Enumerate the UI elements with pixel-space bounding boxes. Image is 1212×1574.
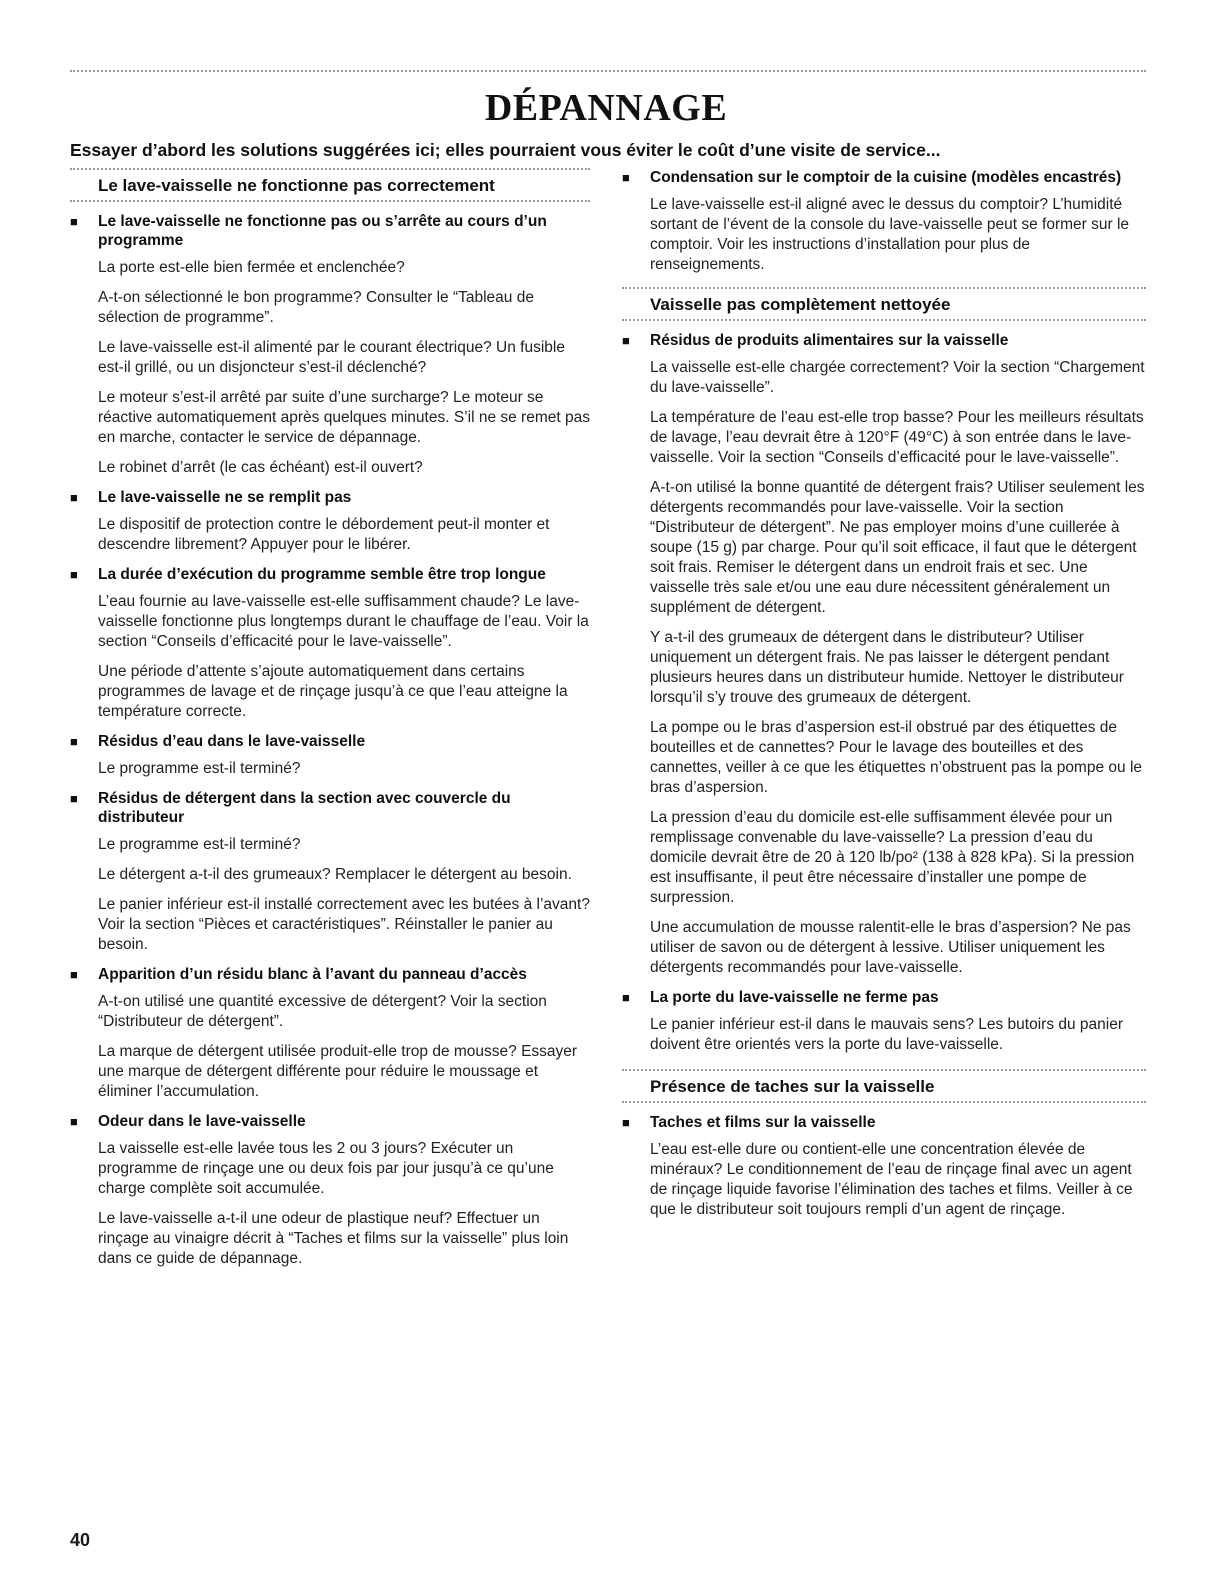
problem-text: La durée d’exécution du programme semble être trop longue <box>98 566 546 583</box>
section-divider <box>70 200 590 202</box>
troubleshoot-item <box>70 732 590 779</box>
problem-heading <box>622 1113 1146 1132</box>
right-column <box>622 168 1146 1230</box>
solution-paragraph: Le panier inférieur est-il installé correctement avec les butées à l’avant? Voir la section “Pièces et caractéristiques”. Réinstaller le panier au besoin. <box>98 896 590 953</box>
troubleshoot-item <box>70 565 590 722</box>
square-bullet-icon: ■ <box>622 990 630 1005</box>
section-header-not-working <box>70 168 590 202</box>
section-title: Vaisselle pas complètement nettoyée <box>650 295 951 314</box>
problem-text: Odeur dans le lave-vaisselle <box>98 1113 306 1130</box>
problem-heading <box>622 168 1146 187</box>
problem-heading <box>70 565 590 584</box>
troubleshoot-item <box>70 789 590 955</box>
section-title: Le lave-vaisselle ne fonctionne pas correctement <box>98 176 495 195</box>
page-number: 40 <box>70 1530 91 1550</box>
solution-paragraph: Y a-t-il des grumeaux de détergent dans le distributeur? Utiliser uniquement un détergent frais. Ne pas laisser le détergent pendant plusieurs heures dans un distributeur humide. Nettoyer le distributeur lorsqu’il s’y trouve des grumeaux de détergent. <box>650 629 1124 706</box>
problem-heading <box>70 965 590 984</box>
square-bullet-icon: ■ <box>70 567 78 582</box>
troubleshoot-item <box>70 488 590 555</box>
problem-text: Résidus d’eau dans le lave-vaisselle <box>98 733 366 750</box>
right-top-item <box>622 168 1146 275</box>
square-bullet-icon: ■ <box>70 214 78 229</box>
troubleshoot-item <box>70 965 590 1102</box>
problem-text: Le lave-vaisselle ne fonctionne pas ou s’arrête au cours d’un programme <box>98 213 547 249</box>
section2-item-list <box>622 331 1146 1055</box>
solution-paragraph: La température de l’eau est-elle trop basse? Pour les meilleurs résultats de lavage, l’eau devrait être à 120°F (49°C) à son entrée dans le lave-vaisselle. Voir la section “Conseils d’efficacité pour le lave-vaisselle”. <box>650 409 1144 466</box>
solution-paragraph: L’eau est-elle dure ou contient-elle une concentration élevée de minéraux? Le conditionnement de l’eau de rinçage final avec un agent de rinçage liquide favorise l’élimination des taches et films. Veiller à ce que le distributeur soit toujours rempli d’un agent de rinçage. <box>650 1141 1133 1218</box>
problem-text: La porte du lave-vaisselle ne ferme pas <box>650 989 939 1006</box>
section-header-spots <box>622 1069 1146 1103</box>
problem-heading <box>70 732 590 751</box>
troubleshoot-item <box>70 1112 590 1269</box>
square-bullet-icon: ■ <box>622 333 630 348</box>
solution-paragraph: La vaisselle est-elle chargée correctement? Voir la section “Chargement du lave-vaisselle”. <box>650 359 1145 396</box>
problem-text: Taches et films sur la vaisselle <box>650 1114 876 1131</box>
section3-item-list <box>622 1113 1146 1220</box>
solution-paragraph: L’eau fournie au lave-vaisselle est-elle suffisamment chaude? Le lave-vaisselle fonctionne plus longtemps durant le chauffage de l’eau. Voir la section “Conseils d’efficacité pour le lave-vaisselle”. <box>98 593 589 650</box>
square-bullet-icon: ■ <box>70 967 78 982</box>
troubleshoot-item <box>622 168 1146 275</box>
top-divider <box>70 70 1146 72</box>
solution-paragraph: Le panier inférieur est-il dans le mauvais sens? Les butoirs du panier doivent être orientés vers la porte du lave-vaisselle. <box>650 1016 1124 1053</box>
troubleshoot-item <box>622 988 1146 1055</box>
problem-text: Résidus de détergent dans la section avec couvercle du distributeur <box>98 790 511 826</box>
solution-paragraph: Le détergent a-t-il des grumeaux? Remplacer le détergent au besoin. <box>98 866 572 883</box>
square-bullet-icon: ■ <box>70 791 78 806</box>
solution-paragraph: Une période d’attente s’ajoute automatiquement dans certains programmes de lavage et de rinçage jusqu’à ce que l’eau atteigne la température correcte. <box>98 663 568 720</box>
solution-paragraph: A-t-on sélectionné le bon programme? Consulter le “Tableau de sélection de programme”. <box>98 289 534 326</box>
solution-paragraph: Le robinet d’arrêt (le cas échéant) est-il ouvert? <box>98 459 423 476</box>
section-divider <box>622 319 1146 321</box>
solution-paragraph: Une accumulation de mousse ralentit-elle le bras d’aspersion? Ne pas utiliser de savon ou de détergent à lessive. Utiliser uniquement les détergents recommandés pour lave-vaisselle. <box>650 919 1131 976</box>
solution-paragraph: A-t-on utilisé une quantité excessive de détergent? Voir la section “Distributeur de détergent”. <box>98 993 547 1030</box>
solution-paragraph: Le programme est-il terminé? <box>98 760 301 777</box>
square-bullet-icon: ■ <box>70 490 78 505</box>
left-column <box>70 168 590 1279</box>
problem-heading <box>70 789 590 827</box>
solution-paragraph: A-t-on utilisé la bonne quantité de détergent frais? Utiliser seulement les détergents recommandés pour lave-vaisselle. Voir la section “Distributeur de détergent”. Ne pas employer moins d’une cuillerée à soupe (15 g) par charge. Pour qu’il soit efficace, il faut que le détergent soit frais. Remiser le détergent dans un endroit frais et sec. Une vaisselle très sale et/ou une eau dure nécessitent généralement un supplément de détergent. <box>650 479 1145 616</box>
solution-paragraph: Le lave-vaisselle est-il alimenté par le courant électrique? Un fusible est-il grillé, ou un disjoncteur s’est-il déclenché? <box>98 339 565 376</box>
problem-heading <box>70 1112 590 1131</box>
intro-text: Essayer d’abord les solutions suggérées ici; elles pourraient vous éviter le coût d’une visite de service... <box>70 140 941 160</box>
solution-paragraph: Le lave-vaisselle a-t-il une odeur de plastique neuf? Effectuer un rinçage au vinaigre décrit à “Taches et films sur la vaisselle” plus loin dans ce guide de dépannage. <box>98 1210 569 1267</box>
solution-paragraph: La vaisselle est-elle lavée tous les 2 ou 3 jours? Exécuter un programme de rinçage une ou deux fois par jour jusqu’à ce qu’une charge complète soit accumulée. <box>98 1140 554 1197</box>
troubleshoot-item <box>622 1113 1146 1220</box>
problem-heading <box>622 988 1146 1007</box>
solution-paragraph: La pression d’eau du domicile est-elle suffisamment élevée pour un remplissage convenable du lave-vaisselle? La pression d’eau du domicile devrait être de 20 à 120 lb/po² (138 à 828 kPa). Si la pression est insuffisante, il peut être nécessaire d’installer une pompe de surpression. <box>650 809 1135 906</box>
solution-paragraph: Le dispositif de protection contre le débordement peut-il monter et descendre librement? Appuyer pour le libérer. <box>98 516 550 553</box>
square-bullet-icon: ■ <box>622 1115 630 1130</box>
problem-text: Condensation sur le comptoir de la cuisine (modèles encastrés) <box>650 169 1122 186</box>
solution-paragraph: La porte est-elle bien fermée et enclenchée? <box>98 259 405 276</box>
section-divider <box>622 1101 1146 1103</box>
problem-heading <box>70 488 590 507</box>
problem-text: Résidus de produits alimentaires sur la vaisselle <box>650 332 1009 349</box>
square-bullet-icon: ■ <box>622 170 630 185</box>
page-title: DÉPANNAGE <box>484 87 728 129</box>
troubleshoot-item <box>622 331 1146 978</box>
solution-paragraph: Le programme est-il terminé? <box>98 836 301 853</box>
section-title: Présence de taches sur la vaisselle <box>650 1077 935 1096</box>
problem-heading <box>70 212 590 250</box>
problem-text: Le lave-vaisselle ne se remplit pas <box>98 489 352 506</box>
square-bullet-icon: ■ <box>70 1114 78 1129</box>
solution-paragraph: La pompe ou le bras d’aspersion est-il obstrué par des étiquettes de bouteilles et de cannettes? Pour le lavage des bouteilles et des cannettes, veiller à ce que les étiquettes n’obstruent pas la pompe ou le bras d’aspersion. <box>650 719 1143 796</box>
section-header-not-clean <box>622 287 1146 321</box>
solution-paragraph: Le lave-vaisselle est-il aligné avec le dessus du comptoir? L’humidité sortant de l’évent de la console du lave-vaisselle peut se former sur le comptoir. Voir les instructions d’installation pour plus de renseignements. <box>650 196 1130 273</box>
left-item-list <box>70 212 590 1269</box>
problem-text: Apparition d’un résidu blanc à l’avant du panneau d’accès <box>98 966 527 983</box>
troubleshoot-item <box>70 212 590 478</box>
square-bullet-icon: ■ <box>70 734 78 749</box>
solution-paragraph: La marque de détergent utilisée produit-elle trop de mousse? Essayer une marque de détergent différente pour réduire le moussage et éliminer l’accumulation. <box>98 1043 578 1100</box>
solution-paragraph: Le moteur s’est-il arrêté par suite d’une surcharge? Le moteur se réactive automatiquement après quelques minutes. S’il ne se remet pas en marche, contacter le service de dépannage. <box>98 389 590 446</box>
problem-heading <box>622 331 1146 350</box>
